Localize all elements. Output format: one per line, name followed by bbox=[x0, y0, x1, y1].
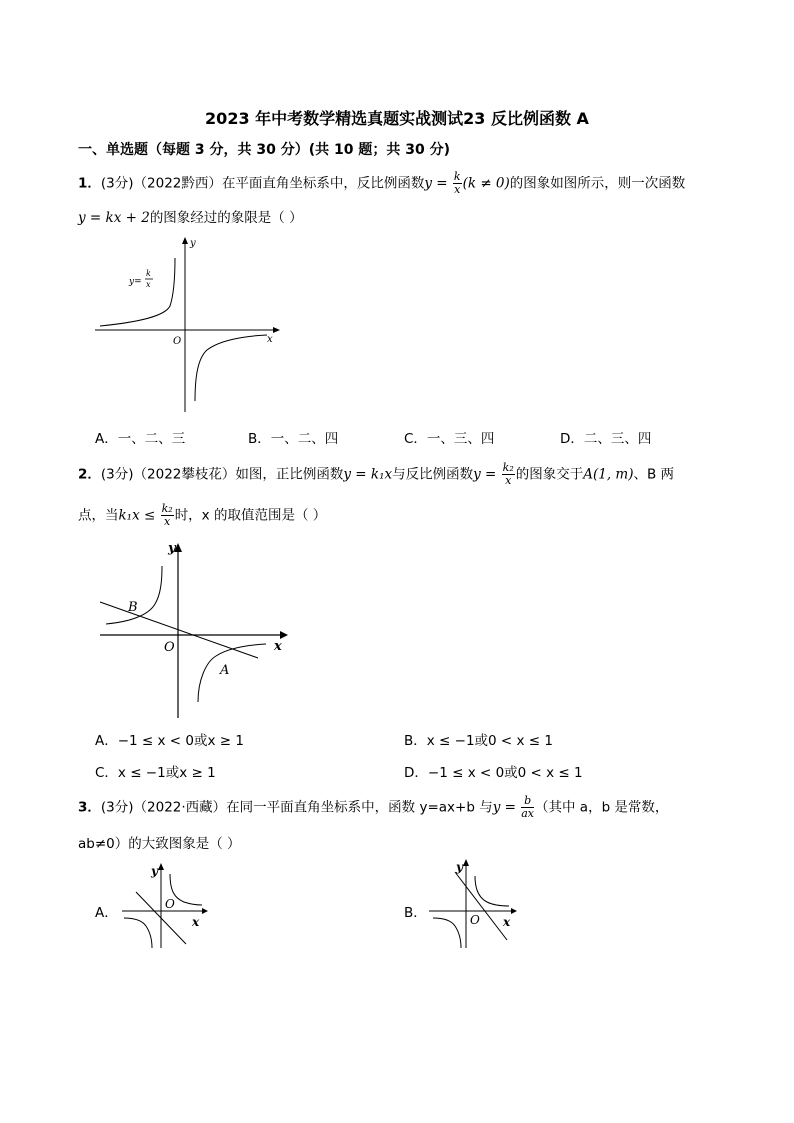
q3b-x-arrow bbox=[511, 908, 517, 914]
q2-curve-upper-left bbox=[106, 566, 162, 624]
question-3-number: 3． bbox=[78, 799, 101, 816]
q2-x-arrow bbox=[280, 631, 288, 639]
q3-frac-den: ax bbox=[521, 807, 534, 820]
q1-option-b[interactable]: B．一、二、四 bbox=[248, 431, 339, 447]
question-1-line-2 bbox=[78, 206, 303, 226]
q2-point: A(1, m) bbox=[583, 466, 634, 483]
q2-option-c[interactable]: C．x ≤ −1或x ≥ 1 bbox=[95, 765, 216, 781]
q1-curve-upper-left bbox=[100, 258, 175, 326]
q2-line2-a: 点，当 bbox=[78, 507, 119, 524]
q2-curve-lower-right bbox=[198, 644, 266, 702]
q2-point-b-label: B bbox=[128, 600, 138, 615]
question-3-meta: (3分)（2022·西藏）在同一平面直角坐标系中，函数 y=ax+b 与 bbox=[100, 799, 493, 816]
q2-option-a[interactable]: A．−1 ≤ x < 0或x ≥ 1 bbox=[95, 733, 244, 749]
q1-fraction bbox=[453, 171, 462, 196]
q1-curve-lower-right bbox=[195, 335, 267, 401]
q1-line2-text: 的图象经过的象限是（ ） bbox=[149, 210, 303, 226]
question-2-number: 2． bbox=[78, 466, 101, 483]
q1-curve-label-num: k bbox=[146, 269, 151, 278]
q2-text-after: 的图象交于 bbox=[515, 466, 584, 483]
q2-expr1: y = k₁x bbox=[343, 466, 393, 483]
q1-option-c[interactable]: C．一、三、四 bbox=[404, 431, 495, 447]
q1-frac-den: x bbox=[454, 183, 461, 196]
q2-point-a-label: A bbox=[220, 663, 230, 678]
q3a-y-label: y bbox=[151, 864, 158, 878]
question-3-line-1 bbox=[78, 795, 668, 820]
q3-text-after: （其中 a，b 是常数， bbox=[535, 799, 669, 816]
q1-x-label: x bbox=[267, 334, 273, 345]
q2-graph bbox=[98, 540, 293, 720]
q3b-x-label: x bbox=[503, 915, 511, 929]
q2-option-d[interactable]: D．−1 ≤ x < 0或0 < x ≤ 1 bbox=[404, 765, 583, 781]
question-3-line-2: ab≠0）的大致图象是（ ） bbox=[78, 836, 241, 852]
q1-frac-num: k bbox=[453, 170, 461, 183]
q3b-curve-q3 bbox=[433, 918, 461, 948]
q3a-x-arrow bbox=[202, 908, 208, 914]
q1-curve-label-den: x bbox=[146, 280, 151, 289]
q1-x-arrow bbox=[273, 327, 280, 333]
q2-origin-label: O bbox=[164, 640, 175, 655]
question-1-line-1 bbox=[78, 171, 685, 196]
q1-option-a[interactable]: A．一、二、三 bbox=[95, 431, 186, 447]
q2-line2-b: 时，x 的取值范围是（ ） bbox=[174, 507, 327, 524]
q1-option-d[interactable]: D．二、三、四 bbox=[560, 431, 652, 447]
q3a-curve-q3 bbox=[124, 918, 152, 948]
page-title: 2023 年中考数学精选真题实战测试23 反比例函数 A bbox=[205, 109, 589, 128]
q2-line2-frac-num: k₂ bbox=[161, 502, 173, 515]
q3b-curve-q1 bbox=[475, 876, 509, 906]
q1-expr-pre: y = bbox=[424, 175, 452, 192]
q2-line2-fraction bbox=[161, 503, 174, 528]
q1-origin-label: O bbox=[173, 336, 182, 347]
question-2-line-1 bbox=[78, 462, 674, 487]
q3a-origin-label: O bbox=[165, 897, 175, 911]
q2-expr2-pre: y = bbox=[473, 466, 501, 483]
q2-fraction bbox=[502, 462, 515, 487]
q3b-y-label: y bbox=[456, 860, 463, 874]
q2-frac-den: x bbox=[505, 474, 512, 487]
q3-expr-pre: y = bbox=[492, 799, 521, 816]
question-2-meta: (3分)（2022攀枝花）如图，正比例函数 bbox=[100, 466, 344, 483]
q1-expr-post: (k ≠ 0) bbox=[462, 175, 510, 192]
q2-frac-num: k₂ bbox=[502, 461, 514, 474]
question-2-line-2 bbox=[78, 503, 326, 528]
q1-y-arrow bbox=[182, 237, 188, 244]
q1-y-label: y bbox=[190, 238, 196, 249]
q3-option-b-label[interactable]: B． bbox=[404, 905, 427, 921]
q2-y-label: y bbox=[168, 541, 176, 556]
section-heading: 一、单选题（每题 3 分，共 30 分）(共 10 题；共 30 分) bbox=[78, 142, 450, 158]
q2-x-label: x bbox=[274, 639, 282, 654]
q2-line2-expr: k₁x ≤ bbox=[118, 507, 160, 524]
question-1-number: 1． bbox=[78, 175, 101, 192]
q3b-y-arrow bbox=[463, 859, 469, 866]
q1-graph bbox=[95, 236, 280, 416]
q2-text-end: 、B 两 bbox=[633, 466, 675, 483]
q3b-origin-label: O bbox=[470, 913, 480, 927]
q3a-y-arrow bbox=[158, 863, 164, 870]
q1-linear-expr: y = kx + 2 bbox=[78, 210, 150, 226]
q1-text-after: 的图象如图所示，则一次函数 bbox=[509, 175, 686, 192]
q2-linear-line bbox=[100, 602, 258, 658]
q3-option-b-graph[interactable] bbox=[425, 858, 520, 953]
question-1-meta: (3分)（2022黔西）在平面直角坐标系中，反比例函数 bbox=[100, 175, 425, 192]
q2-line2-frac-den: x bbox=[164, 515, 171, 528]
q3-fraction bbox=[521, 795, 534, 820]
q3a-x-label: x bbox=[192, 915, 200, 929]
q3-option-a-label[interactable]: A． bbox=[95, 905, 118, 921]
q3-frac-num: b bbox=[521, 795, 534, 808]
q3-option-a-graph[interactable] bbox=[118, 862, 210, 952]
q2-mid: 与反比例函数 bbox=[392, 466, 474, 483]
q3b-line bbox=[455, 872, 507, 940]
q2-option-b[interactable]: B．x ≤ −1或0 < x ≤ 1 bbox=[404, 733, 554, 749]
q1-curve-label: y= bbox=[129, 277, 142, 287]
